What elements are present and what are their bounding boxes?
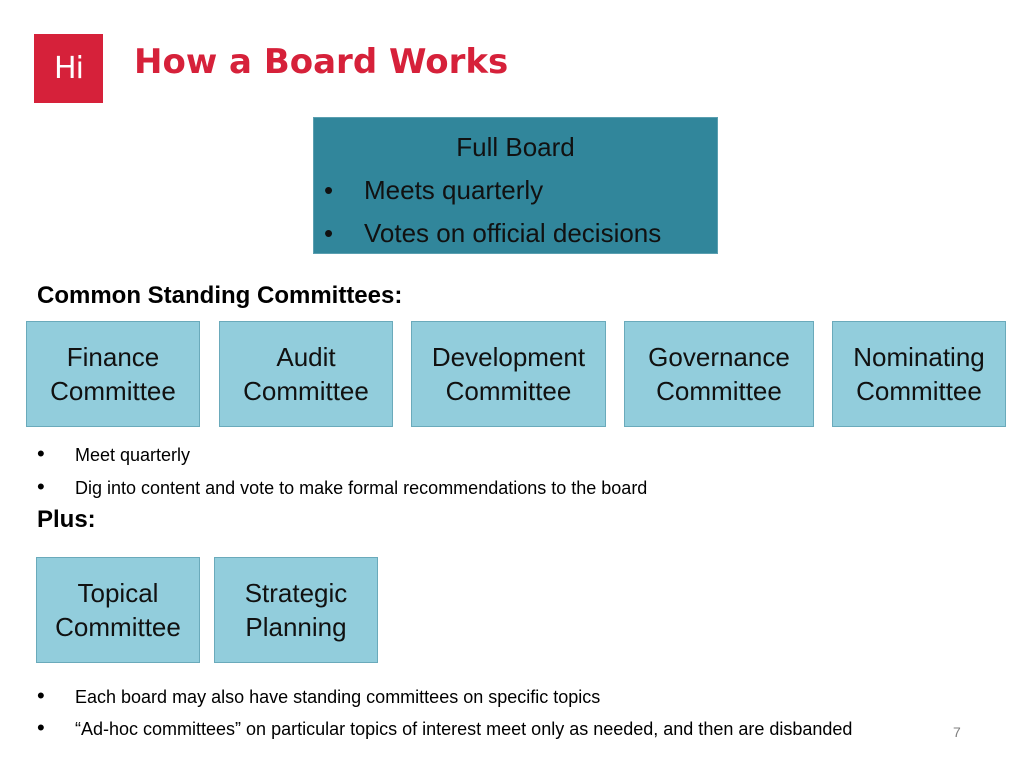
committee-label-line2: Committee bbox=[50, 376, 176, 406]
logo: Hi bbox=[34, 34, 103, 103]
committee-label-line2: Committee bbox=[243, 376, 369, 406]
topical-committee-box bbox=[36, 557, 200, 663]
standing-bullet-text: Meet quarterly bbox=[75, 445, 191, 465]
full-board-bullet bbox=[324, 175, 543, 206]
plus-heading: Plus: bbox=[37, 506, 96, 533]
audit-committee-box bbox=[219, 321, 393, 427]
governance-committee-box bbox=[624, 321, 814, 427]
committee-label-line1: Development bbox=[431, 342, 586, 372]
standing-bullet bbox=[37, 441, 190, 467]
bullet-icon: • bbox=[37, 715, 45, 740]
full-board-bullet-text: Votes on official decisions bbox=[364, 218, 662, 248]
strategic-planning-box bbox=[214, 557, 378, 663]
bullet-icon: • bbox=[37, 441, 45, 466]
standing-bullet bbox=[37, 474, 647, 500]
bullet-icon: • bbox=[37, 474, 45, 499]
plus-bullet-text: “Ad-hoc committees” on particular topics of interest meet only as needed, and then are disbanded bbox=[75, 719, 853, 739]
development-committee-box bbox=[411, 321, 606, 427]
committee-label-line2: Committee bbox=[55, 612, 181, 642]
committee-label-line1: Governance bbox=[648, 342, 790, 372]
finance-committee-box bbox=[26, 321, 200, 427]
page-number: 7 bbox=[953, 724, 961, 740]
bullet-icon: • bbox=[324, 175, 334, 205]
committee-label-line1: Nominating bbox=[853, 342, 985, 372]
full-board-bullet-text: Meets quarterly bbox=[364, 175, 544, 205]
committee-label-line1: Strategic bbox=[244, 578, 348, 608]
bullet-icon: • bbox=[37, 683, 45, 708]
committee-label-line1: Audit bbox=[276, 342, 336, 372]
full-board-title: Full Board bbox=[456, 132, 575, 162]
committee-label-line2: Committee bbox=[856, 376, 982, 406]
nominating-committee-box bbox=[832, 321, 1006, 427]
committee-label-line1: Finance bbox=[66, 342, 160, 372]
full-board-bullet bbox=[324, 218, 661, 249]
slide-title: How a Board Works bbox=[134, 42, 509, 82]
full-board-box bbox=[313, 117, 718, 254]
standing-committees-heading: Common Standing Committees: bbox=[37, 282, 403, 309]
plus-bullet bbox=[37, 683, 600, 709]
committee-label-line1: Topical bbox=[77, 578, 159, 608]
standing-bullet-text: Dig into content and vote to make formal recommendations to the board bbox=[75, 478, 648, 498]
bullet-icon: • bbox=[324, 218, 334, 248]
committee-label-line2: Committee bbox=[445, 376, 572, 406]
committee-label-line2: Committee bbox=[656, 376, 782, 406]
plus-bullet-text: Each board may also have standing committees on specific topics bbox=[75, 687, 601, 707]
plus-bullet bbox=[37, 715, 852, 741]
committee-label-line2: Planning bbox=[245, 612, 347, 642]
